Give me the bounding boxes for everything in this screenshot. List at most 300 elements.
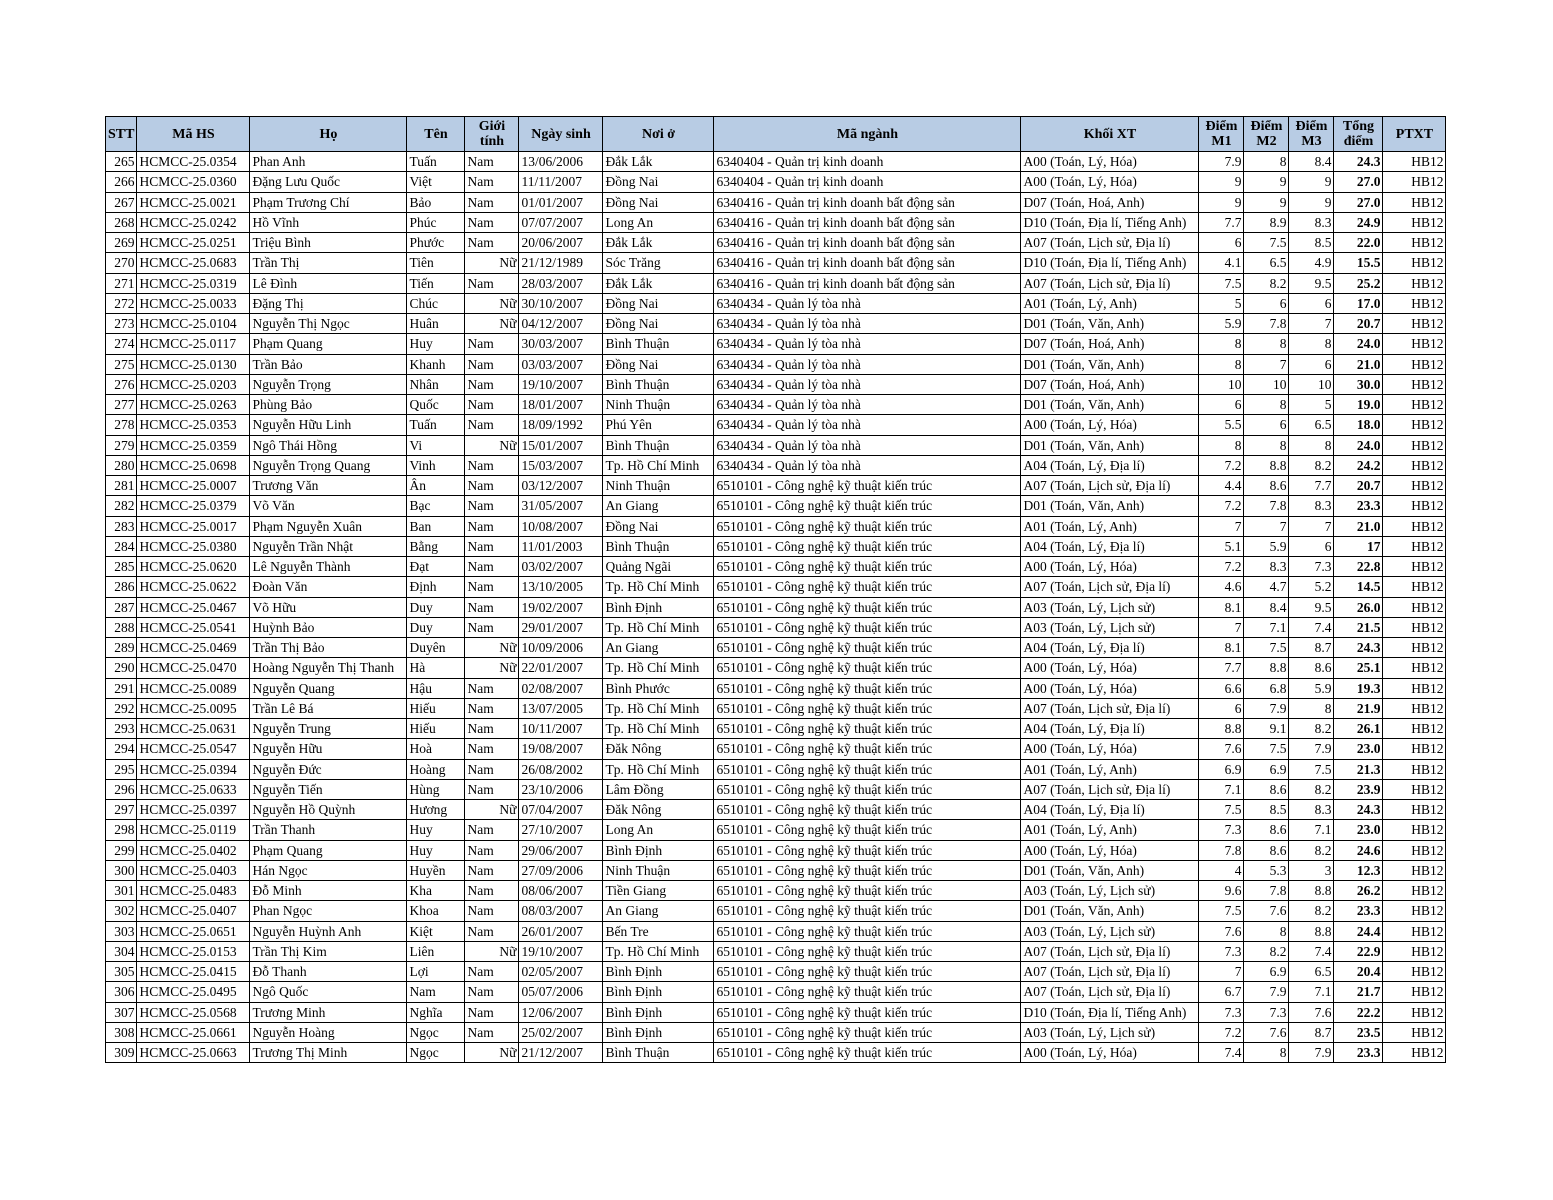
cell-khoi-xt: D01 (Toán, Văn, Anh): [1021, 395, 1199, 415]
cell-khoi-xt: A04 (Toán, Lý, Địa lí): [1021, 719, 1199, 739]
cell-ma-hs: HCMCC-25.0033: [137, 293, 250, 313]
cell-ma-hs: HCMCC-25.0017: [137, 516, 250, 536]
cell-khoi-xt: D01 (Toán, Văn, Anh): [1021, 354, 1199, 374]
cell-khoi-xt: D07 (Toán, Hoá, Anh): [1021, 334, 1199, 354]
cell-ma-nganh: 6340434 - Quản lý tòa nhà: [714, 334, 1021, 354]
cell-ma-hs: HCMCC-25.0407: [137, 901, 250, 921]
cell-ngay-sinh: 13/07/2005: [519, 698, 603, 718]
cell-diem-m2: 7.5: [1244, 638, 1289, 658]
cell-tong-diem: 23.0: [1334, 739, 1383, 759]
cell-ho: Ngô Thái Hồng: [250, 435, 407, 455]
header-ptxt: PTXT: [1383, 117, 1446, 152]
cell-stt: 275: [106, 354, 137, 374]
cell-ptxt: HB12: [1383, 374, 1446, 394]
header-ngay-sinh: Ngày sinh: [519, 117, 603, 152]
cell-tong-diem: 30.0: [1334, 374, 1383, 394]
header-gioi-tinh: Giới tính: [465, 117, 519, 152]
table-row: [106, 354, 1446, 374]
cell-gioi-tinh: Nam: [465, 455, 519, 475]
cell-ho: Lê Đình: [250, 273, 407, 293]
cell-diem-m1: 8: [1199, 354, 1244, 374]
cell-ptxt: HB12: [1383, 1043, 1446, 1063]
cell-stt: 270: [106, 253, 137, 273]
cell-khoi-xt: D01 (Toán, Văn, Anh): [1021, 496, 1199, 516]
cell-diem-m1: 4.4: [1199, 476, 1244, 496]
cell-tong-diem: 21.9: [1334, 698, 1383, 718]
cell-diem-m2: 8.6: [1244, 840, 1289, 860]
cell-ngay-sinh: 15/01/2007: [519, 435, 603, 455]
cell-khoi-xt: A00 (Toán, Lý, Hóa): [1021, 678, 1199, 698]
cell-stt: 284: [106, 536, 137, 556]
cell-ngay-sinh: 27/09/2006: [519, 860, 603, 880]
cell-khoi-xt: A04 (Toán, Lý, Địa lí): [1021, 536, 1199, 556]
cell-gioi-tinh: Nam: [465, 820, 519, 840]
header-ma-hs: Mã HS: [137, 117, 250, 152]
header-tong-diem: Tổng điểm: [1334, 117, 1383, 152]
cell-gioi-tinh: Nam: [465, 577, 519, 597]
cell-diem-m3: 5: [1289, 395, 1334, 415]
cell-diem-m1: 7.5: [1199, 800, 1244, 820]
cell-ptxt: HB12: [1383, 962, 1446, 982]
cell-noi-o: Tp. Hồ Chí Minh: [603, 658, 714, 678]
cell-ho: Nguyễn Quang: [250, 678, 407, 698]
cell-ma-hs: HCMCC-25.0661: [137, 1022, 250, 1042]
cell-ma-hs: HCMCC-25.0397: [137, 800, 250, 820]
table-row: [106, 435, 1446, 455]
cell-ma-nganh: 6510101 - Công nghệ kỹ thuật kiến trúc: [714, 496, 1021, 516]
cell-ngay-sinh: 26/01/2007: [519, 921, 603, 941]
cell-noi-o: Bình Định: [603, 982, 714, 1002]
cell-khoi-xt: A00 (Toán, Lý, Hóa): [1021, 415, 1199, 435]
cell-ho: Nguyễn Trung: [250, 719, 407, 739]
cell-ma-hs: HCMCC-25.0359: [137, 435, 250, 455]
cell-diem-m1: 6.9: [1199, 759, 1244, 779]
cell-ngay-sinh: 11/01/2003: [519, 536, 603, 556]
cell-ma-nganh: 6340434 - Quản lý tòa nhà: [714, 455, 1021, 475]
cell-diem-m3: 8.8: [1289, 881, 1334, 901]
cell-ngay-sinh: 12/06/2007: [519, 1002, 603, 1022]
cell-ho: Trương Thị Minh: [250, 1043, 407, 1063]
cell-diem-m1: 5.9: [1199, 314, 1244, 334]
cell-gioi-tinh: Nữ: [465, 658, 519, 678]
cell-tong-diem: 21.0: [1334, 354, 1383, 374]
cell-ptxt: HB12: [1383, 678, 1446, 698]
cell-ten: Ngọc: [407, 1043, 465, 1063]
cell-ma-nganh: 6340434 - Quản lý tòa nhà: [714, 395, 1021, 415]
cell-diem-m2: 7.8: [1244, 881, 1289, 901]
cell-stt: 283: [106, 516, 137, 536]
cell-tong-diem: 22.9: [1334, 941, 1383, 961]
cell-ho: Phan Anh: [250, 152, 407, 172]
cell-ngay-sinh: 07/04/2007: [519, 800, 603, 820]
cell-khoi-xt: A03 (Toán, Lý, Lịch sử): [1021, 1022, 1199, 1042]
cell-ma-nganh: 6510101 - Công nghệ kỹ thuật kiến trúc: [714, 881, 1021, 901]
cell-ma-hs: HCMCC-25.0153: [137, 941, 250, 961]
cell-diem-m1: 9: [1199, 172, 1244, 192]
table-row: [106, 1022, 1446, 1042]
table-body: [106, 152, 1446, 1063]
cell-ptxt: HB12: [1383, 617, 1446, 637]
cell-stt: 289: [106, 638, 137, 658]
cell-noi-o: Tp. Hồ Chí Minh: [603, 617, 714, 637]
cell-diem-m3: 6: [1289, 536, 1334, 556]
cell-ma-nganh: 6510101 - Công nghệ kỹ thuật kiến trúc: [714, 820, 1021, 840]
cell-gioi-tinh: Nam: [465, 678, 519, 698]
cell-ma-hs: HCMCC-25.0242: [137, 212, 250, 232]
cell-ho: Hồ Vĩnh: [250, 212, 407, 232]
cell-stt: 266: [106, 172, 137, 192]
cell-noi-o: Đồng Nai: [603, 192, 714, 212]
cell-ho: Huỳnh Bảo: [250, 617, 407, 637]
cell-diem-m1: 10: [1199, 374, 1244, 394]
cell-diem-m2: 8.2: [1244, 941, 1289, 961]
cell-diem-m2: 6: [1244, 293, 1289, 313]
cell-ho: Nguyễn Tiến: [250, 779, 407, 799]
cell-tong-diem: 18.0: [1334, 415, 1383, 435]
table-row: [106, 982, 1446, 1002]
cell-diem-m1: 7.2: [1199, 1022, 1244, 1042]
cell-ho: Nguyễn Hoàng: [250, 1022, 407, 1042]
table-row: [106, 212, 1446, 232]
cell-ma-hs: HCMCC-25.0319: [137, 273, 250, 293]
cell-diem-m3: 8.2: [1289, 779, 1334, 799]
cell-stt: 287: [106, 597, 137, 617]
cell-tong-diem: 23.9: [1334, 779, 1383, 799]
header-diem-m2: Điểm M2: [1244, 117, 1289, 152]
cell-ho: Nguyễn Thị Ngọc: [250, 314, 407, 334]
cell-ten: Nhân: [407, 374, 465, 394]
table-row: [106, 172, 1446, 192]
cell-khoi-xt: A07 (Toán, Lịch sử, Địa lí): [1021, 941, 1199, 961]
cell-gioi-tinh: Nam: [465, 1022, 519, 1042]
cell-gioi-tinh: Nam: [465, 860, 519, 880]
cell-stt: 277: [106, 395, 137, 415]
cell-ngay-sinh: 19/08/2007: [519, 739, 603, 759]
cell-noi-o: Đắk Lắk: [603, 152, 714, 172]
cell-ngay-sinh: 29/06/2007: [519, 840, 603, 860]
header-ma-nganh: Mã ngành: [714, 117, 1021, 152]
header-diem-m1: Điểm M1: [1199, 117, 1244, 152]
cell-stt: 305: [106, 962, 137, 982]
cell-ma-nganh: 6510101 - Công nghệ kỹ thuật kiến trúc: [714, 739, 1021, 759]
cell-tong-diem: 20.4: [1334, 962, 1383, 982]
cell-tong-diem: 21.7: [1334, 982, 1383, 1002]
cell-tong-diem: 20.7: [1334, 476, 1383, 496]
cell-stt: 294: [106, 739, 137, 759]
cell-diem-m3: 6.5: [1289, 962, 1334, 982]
cell-ma-hs: HCMCC-25.0663: [137, 1043, 250, 1063]
cell-gioi-tinh: Nữ: [465, 435, 519, 455]
cell-ngay-sinh: 13/06/2006: [519, 152, 603, 172]
cell-diem-m3: 7.9: [1289, 1043, 1334, 1063]
cell-diem-m1: 8.1: [1199, 638, 1244, 658]
cell-ho: Phạm Trương Chí: [250, 192, 407, 212]
cell-diem-m2: 7: [1244, 354, 1289, 374]
table-row: [106, 395, 1446, 415]
cell-stt: 274: [106, 334, 137, 354]
cell-tong-diem: 24.3: [1334, 800, 1383, 820]
header-noi-o: Nơi ở: [603, 117, 714, 152]
admission-results-table: [105, 116, 1446, 1063]
cell-noi-o: Sóc Trăng: [603, 253, 714, 273]
cell-ma-hs: HCMCC-25.0633: [137, 779, 250, 799]
cell-ho: Trần Lê Bá: [250, 698, 407, 718]
cell-diem-m2: 7.8: [1244, 496, 1289, 516]
cell-diem-m2: 8: [1244, 1043, 1289, 1063]
cell-ten: Vi: [407, 435, 465, 455]
cell-ptxt: HB12: [1383, 273, 1446, 293]
cell-diem-m1: 7: [1199, 617, 1244, 637]
cell-noi-o: Đăk Nông: [603, 739, 714, 759]
cell-ma-hs: HCMCC-25.0360: [137, 172, 250, 192]
cell-ngay-sinh: 23/10/2006: [519, 779, 603, 799]
cell-diem-m3: 3: [1289, 860, 1334, 880]
cell-ngay-sinh: 03/02/2007: [519, 557, 603, 577]
table-row: [106, 698, 1446, 718]
cell-ptxt: HB12: [1383, 881, 1446, 901]
cell-ma-hs: HCMCC-25.0379: [137, 496, 250, 516]
cell-ma-nganh: 6510101 - Công nghệ kỹ thuật kiến trúc: [714, 921, 1021, 941]
cell-ma-hs: HCMCC-25.0483: [137, 881, 250, 901]
cell-ma-hs: HCMCC-25.0117: [137, 334, 250, 354]
table-row: [106, 476, 1446, 496]
cell-diem-m1: 7.9: [1199, 152, 1244, 172]
cell-stt: 304: [106, 941, 137, 961]
cell-ma-hs: HCMCC-25.0095: [137, 698, 250, 718]
cell-noi-o: Đăk Nông: [603, 800, 714, 820]
cell-khoi-xt: A01 (Toán, Lý, Anh): [1021, 293, 1199, 313]
cell-ngay-sinh: 22/01/2007: [519, 658, 603, 678]
cell-gioi-tinh: Nam: [465, 536, 519, 556]
cell-tong-diem: 25.2: [1334, 273, 1383, 293]
cell-ngay-sinh: 29/01/2007: [519, 617, 603, 637]
cell-khoi-xt: A04 (Toán, Lý, Địa lí): [1021, 638, 1199, 658]
cell-ngay-sinh: 10/08/2007: [519, 516, 603, 536]
cell-khoi-xt: A00 (Toán, Lý, Hóa): [1021, 840, 1199, 860]
cell-ten: Huy: [407, 820, 465, 840]
cell-stt: 302: [106, 901, 137, 921]
cell-stt: 292: [106, 698, 137, 718]
cell-khoi-xt: A03 (Toán, Lý, Lịch sử): [1021, 617, 1199, 637]
cell-gioi-tinh: Nam: [465, 962, 519, 982]
cell-tong-diem: 20.7: [1334, 314, 1383, 334]
cell-diem-m3: 9.5: [1289, 273, 1334, 293]
cell-diem-m3: 7: [1289, 516, 1334, 536]
cell-noi-o: Ninh Thuận: [603, 395, 714, 415]
cell-diem-m1: 7.3: [1199, 820, 1244, 840]
cell-noi-o: Bình Thuận: [603, 536, 714, 556]
cell-diem-m1: 7: [1199, 516, 1244, 536]
cell-ho: Nguyễn Trọng Quang: [250, 455, 407, 475]
cell-ho: Hán Ngọc: [250, 860, 407, 880]
cell-ngay-sinh: 19/02/2007: [519, 597, 603, 617]
cell-noi-o: Bến Tre: [603, 921, 714, 941]
cell-tong-diem: 19.0: [1334, 395, 1383, 415]
cell-diem-m2: 6.5: [1244, 253, 1289, 273]
cell-ptxt: HB12: [1383, 334, 1446, 354]
cell-ptxt: HB12: [1383, 739, 1446, 759]
cell-noi-o: Bình Định: [603, 840, 714, 860]
cell-diem-m1: 8: [1199, 334, 1244, 354]
cell-gioi-tinh: Nữ: [465, 638, 519, 658]
cell-noi-o: Đồng Nai: [603, 293, 714, 313]
cell-noi-o: Tiền Giang: [603, 881, 714, 901]
cell-ptxt: HB12: [1383, 779, 1446, 799]
table-row: [106, 962, 1446, 982]
cell-stt: 295: [106, 759, 137, 779]
cell-diem-m2: 9: [1244, 172, 1289, 192]
cell-khoi-xt: A07 (Toán, Lịch sử, Địa lí): [1021, 577, 1199, 597]
cell-noi-o: Tp. Hồ Chí Minh: [603, 698, 714, 718]
cell-ten: Ban: [407, 516, 465, 536]
header-row: [106, 117, 1446, 152]
cell-ma-hs: HCMCC-25.0415: [137, 962, 250, 982]
cell-diem-m3: 7.3: [1289, 557, 1334, 577]
cell-stt: 286: [106, 577, 137, 597]
cell-ten: Lợi: [407, 962, 465, 982]
cell-diem-m3: 7.1: [1289, 820, 1334, 840]
cell-stt: 293: [106, 719, 137, 739]
cell-ma-nganh: 6510101 - Công nghệ kỹ thuật kiến trúc: [714, 1002, 1021, 1022]
cell-diem-m3: 5.9: [1289, 678, 1334, 698]
cell-ma-nganh: 6510101 - Công nghệ kỹ thuật kiến trúc: [714, 658, 1021, 678]
cell-noi-o: Phú Yên: [603, 415, 714, 435]
cell-stt: 306: [106, 982, 137, 1002]
cell-ngay-sinh: 02/05/2007: [519, 962, 603, 982]
cell-ten: Huy: [407, 334, 465, 354]
cell-diem-m3: 8.7: [1289, 638, 1334, 658]
cell-khoi-xt: A01 (Toán, Lý, Anh): [1021, 516, 1199, 536]
table-row: [106, 820, 1446, 840]
cell-ho: Ngô Quốc: [250, 982, 407, 1002]
cell-gioi-tinh: Nam: [465, 739, 519, 759]
table-row: [106, 901, 1446, 921]
cell-gioi-tinh: Nữ: [465, 800, 519, 820]
cell-noi-o: Tp. Hồ Chí Minh: [603, 759, 714, 779]
cell-diem-m1: 6: [1199, 233, 1244, 253]
cell-diem-m3: 8.2: [1289, 455, 1334, 475]
cell-ten: Bảo: [407, 192, 465, 212]
cell-ma-hs: HCMCC-25.0698: [137, 455, 250, 475]
cell-ptxt: HB12: [1383, 921, 1446, 941]
cell-ptxt: HB12: [1383, 658, 1446, 678]
cell-diem-m3: 8.6: [1289, 658, 1334, 678]
cell-tong-diem: 17.0: [1334, 293, 1383, 313]
cell-ho: Võ Hữu: [250, 597, 407, 617]
cell-stt: 307: [106, 1002, 137, 1022]
cell-ten: Hiếu: [407, 719, 465, 739]
cell-tong-diem: 26.0: [1334, 597, 1383, 617]
cell-ngay-sinh: 21/12/2007: [519, 1043, 603, 1063]
cell-ten: Hậu: [407, 678, 465, 698]
cell-diem-m2: 4.7: [1244, 577, 1289, 597]
cell-tong-diem: 24.9: [1334, 212, 1383, 232]
cell-tong-diem: 24.4: [1334, 921, 1383, 941]
table-header: [106, 117, 1446, 152]
cell-ho: Triệu Bình: [250, 233, 407, 253]
cell-ma-hs: HCMCC-25.0007: [137, 476, 250, 496]
cell-ptxt: HB12: [1383, 941, 1446, 961]
cell-ptxt: HB12: [1383, 395, 1446, 415]
cell-noi-o: Đồng Nai: [603, 354, 714, 374]
cell-ma-nganh: 6510101 - Công nghệ kỹ thuật kiến trúc: [714, 1043, 1021, 1063]
cell-khoi-xt: A00 (Toán, Lý, Hóa): [1021, 658, 1199, 678]
cell-ptxt: HB12: [1383, 172, 1446, 192]
cell-diem-m2: 7.9: [1244, 698, 1289, 718]
cell-khoi-xt: A00 (Toán, Lý, Hóa): [1021, 152, 1199, 172]
cell-diem-m1: 5.1: [1199, 536, 1244, 556]
table-row: [106, 719, 1446, 739]
cell-khoi-xt: A01 (Toán, Lý, Anh): [1021, 820, 1199, 840]
cell-khoi-xt: A00 (Toán, Lý, Hóa): [1021, 172, 1199, 192]
table-row: [106, 253, 1446, 273]
cell-tong-diem: 19.3: [1334, 678, 1383, 698]
cell-tong-diem: 24.3: [1334, 638, 1383, 658]
cell-khoi-xt: D10 (Toán, Địa lí, Tiếng Anh): [1021, 212, 1199, 232]
cell-khoi-xt: D01 (Toán, Văn, Anh): [1021, 901, 1199, 921]
cell-tong-diem: 23.5: [1334, 1022, 1383, 1042]
cell-ptxt: HB12: [1383, 901, 1446, 921]
cell-ten: Huy: [407, 840, 465, 860]
cell-stt: 301: [106, 881, 137, 901]
cell-diem-m1: 7.3: [1199, 941, 1244, 961]
cell-diem-m1: 7.8: [1199, 840, 1244, 860]
header-ten: Tên: [407, 117, 465, 152]
cell-diem-m1: 7.5: [1199, 273, 1244, 293]
cell-ho: Nguyễn Hồ Quỳnh: [250, 800, 407, 820]
cell-diem-m2: 7.9: [1244, 982, 1289, 1002]
cell-ten: Quốc: [407, 395, 465, 415]
table-row: [106, 334, 1446, 354]
cell-ten: Định: [407, 577, 465, 597]
cell-stt: 265: [106, 152, 137, 172]
cell-ho: Trần Bảo: [250, 354, 407, 374]
cell-stt: 300: [106, 860, 137, 880]
cell-ma-hs: HCMCC-25.0470: [137, 658, 250, 678]
cell-ma-nganh: 6340416 - Quản trị kinh doanh bất động sản: [714, 192, 1021, 212]
cell-tong-diem: 21.0: [1334, 516, 1383, 536]
cell-diem-m2: 8.6: [1244, 779, 1289, 799]
cell-ma-hs: HCMCC-25.0394: [137, 759, 250, 779]
cell-ptxt: HB12: [1383, 253, 1446, 273]
cell-diem-m1: 6: [1199, 395, 1244, 415]
cell-ten: Tuấn: [407, 415, 465, 435]
cell-gioi-tinh: Nam: [465, 496, 519, 516]
cell-diem-m2: 8.8: [1244, 455, 1289, 475]
cell-ten: Liên: [407, 941, 465, 961]
cell-ma-nganh: 6510101 - Công nghệ kỹ thuật kiến trúc: [714, 840, 1021, 860]
cell-gioi-tinh: Nam: [465, 921, 519, 941]
cell-ma-nganh: 6510101 - Công nghệ kỹ thuật kiến trúc: [714, 800, 1021, 820]
cell-tong-diem: 17: [1334, 536, 1383, 556]
cell-stt: 291: [106, 678, 137, 698]
cell-ngay-sinh: 05/07/2006: [519, 982, 603, 1002]
cell-ten: Hương: [407, 800, 465, 820]
cell-diem-m3: 7.7: [1289, 476, 1334, 496]
cell-ptxt: HB12: [1383, 496, 1446, 516]
cell-khoi-xt: D10 (Toán, Địa lí, Tiếng Anh): [1021, 253, 1199, 273]
cell-tong-diem: 12.3: [1334, 860, 1383, 880]
cell-ptxt: HB12: [1383, 354, 1446, 374]
cell-diem-m3: 8.3: [1289, 496, 1334, 516]
cell-ptxt: HB12: [1383, 597, 1446, 617]
cell-gioi-tinh: Nữ: [465, 293, 519, 313]
cell-ten: Tiến: [407, 273, 465, 293]
cell-noi-o: An Giang: [603, 496, 714, 516]
cell-ma-hs: HCMCC-25.0467: [137, 597, 250, 617]
cell-stt: 280: [106, 455, 137, 475]
cell-ma-hs: HCMCC-25.0568: [137, 1002, 250, 1022]
